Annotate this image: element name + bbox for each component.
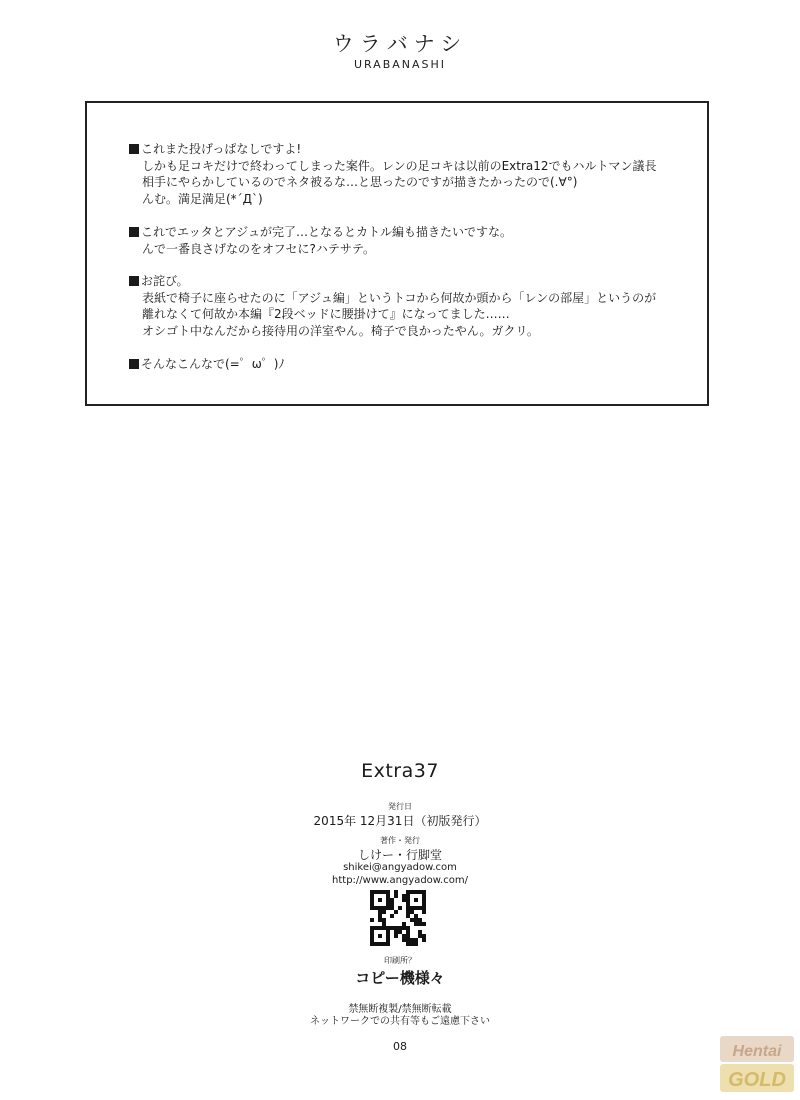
note-4 <box>129 356 284 373</box>
printer-name: コピー機様々 <box>355 969 445 987</box>
note-line: そんなこんなで(=゜ω゜)ﾉ <box>141 357 285 371</box>
bullet-icon <box>129 276 139 286</box>
note-line: 表紙で椅子に座らせたのに「アジュ編」というトコから何故か頭から「レンの部屋」というのが <box>142 290 657 305</box>
note-line: お詫び。 <box>141 274 189 288</box>
note-line: 相手にやらかしているのでネタ被るな…と思ったのですが描きたかったので(.∀°) <box>142 175 578 189</box>
book-title: Extra37 <box>361 760 439 782</box>
note-line: しかも足コキだけで終わってしまった案件。レンの足コキは以前のExtra12でもハルトマン議長 <box>142 158 657 173</box>
bullet-icon <box>129 359 139 369</box>
printer-label: 印刷所？ <box>384 956 416 965</box>
svg-text:GOLD: GOLD <box>728 1069 786 1091</box>
bullet-icon <box>129 144 139 154</box>
watermark-logo <box>720 1036 794 1092</box>
author-label: 著作・発行 <box>380 836 420 845</box>
note-2 <box>129 224 512 257</box>
issue-date: 2015年 12月31日（初版発行） <box>313 814 487 828</box>
page-subtitle: URABANASHI <box>353 58 447 71</box>
note-line: これでエッタとアジュが完了…となるとカトル編も描きたいですな。 <box>141 225 513 239</box>
qr-code <box>370 890 426 946</box>
author-name: しけー・行脚堂 <box>357 848 442 862</box>
svg-text:Hentai: Hentai <box>732 1043 782 1060</box>
note-1 <box>129 141 657 207</box>
note-line: んむ。満足満足(*´Д`) <box>142 191 263 206</box>
issue-label: 発行日 <box>388 802 412 811</box>
notes-box <box>85 101 709 406</box>
author-email: shikei@angyadow.com <box>343 862 457 873</box>
sharing-notice: ネットワークでの共有等もご遠慮下さい <box>310 1016 490 1027</box>
note-line: オシゴト中なんだから接待用の洋室やん。椅子で良かったやん。ガクリ。 <box>142 323 539 338</box>
page-title: ウラバナシ <box>332 32 468 56</box>
page-number: 08 <box>393 1040 407 1053</box>
note-line: 離れなくて何故か本編『2段ベッドに腰掛けて』になってました…… <box>142 307 510 321</box>
note-line: これまた投げっぱなしですよ! <box>141 142 302 156</box>
note-line: んで一番良さげなのをオフセに?ハテサテ。 <box>142 241 376 256</box>
bullet-icon <box>129 227 139 237</box>
copyright-notice: 禁無断複製/禁無断転載 <box>348 1004 452 1015</box>
note-3 <box>129 273 656 339</box>
page-header <box>0 28 800 71</box>
author-url: http://www.angyadow.com/ <box>332 875 468 886</box>
